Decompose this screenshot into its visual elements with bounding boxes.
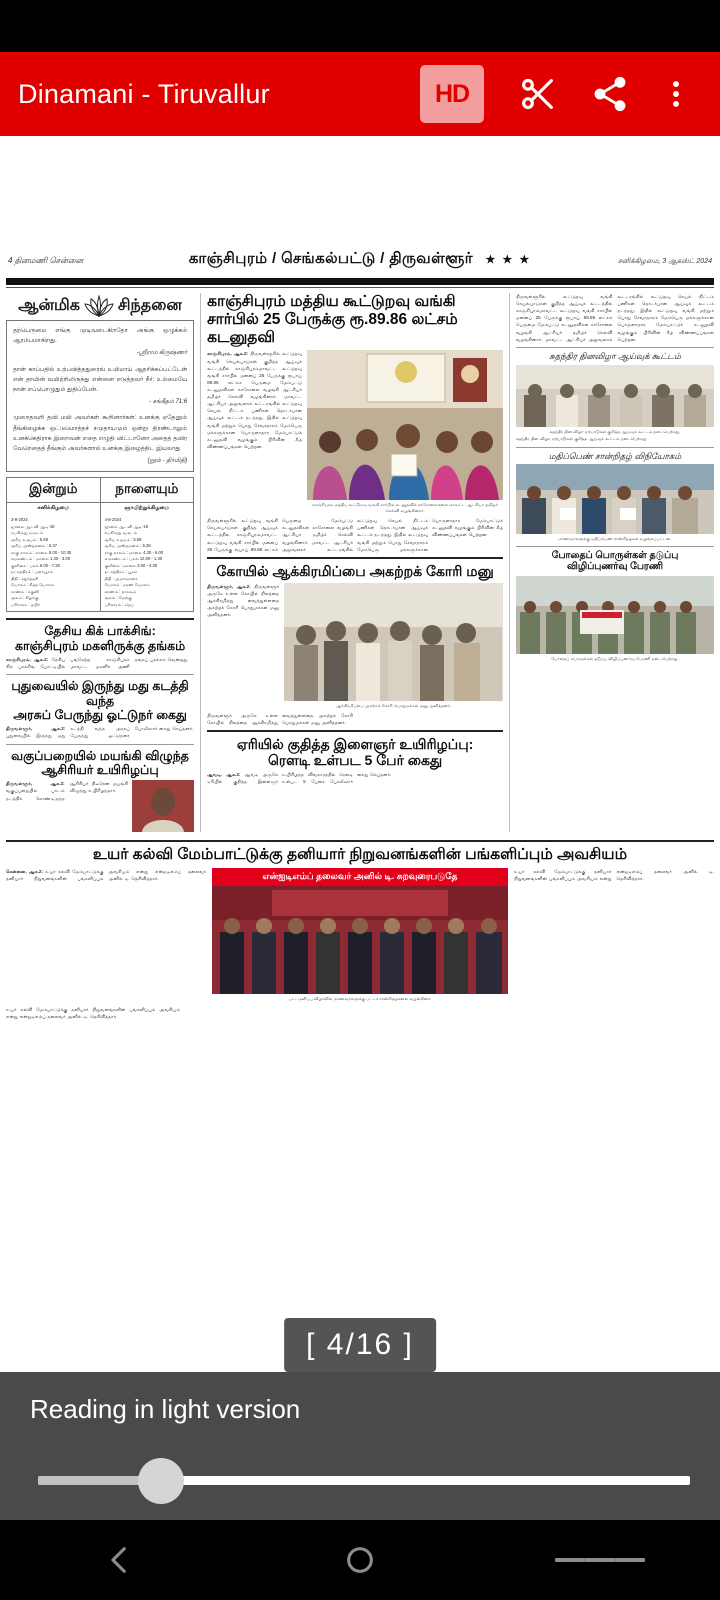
story-coop-bank-photo: [307, 350, 503, 500]
almanac-line: நட்சத்திரம் : புனர்பூசம்: [11, 569, 54, 575]
nav-recents-button[interactable]: [480, 1553, 720, 1567]
story-coop-bank-continued: [207, 517, 503, 553]
divider: [516, 447, 714, 448]
divider: [516, 546, 714, 547]
story-teacher-dateline: திருவள்ளூர், ஆக.2:: [6, 781, 65, 787]
divider: [516, 347, 714, 348]
almanac-line: ஜுலை ஆடவி ஆடி-18: [11, 523, 55, 529]
story-higher-education-continued: [6, 1006, 714, 1020]
story-higher-education-body-right: [514, 868, 714, 1002]
story-kick-boxing-body: [6, 656, 194, 670]
almanac-line: சூலம் : கிழக்கு: [11, 595, 39, 601]
story-liquor-headline-line1: புதுவையில் இருந்து மது கடத்தி வந்த: [11, 679, 189, 708]
spiritual-quote-box: [6, 320, 194, 472]
hd-label: HD: [434, 79, 470, 108]
column-divider: [509, 293, 510, 832]
almanac-line: ராகு காலம் : காலை 9.00 - 10.30: [11, 549, 72, 555]
story-coop-bank-continued-text: திருவள்ளூரில் கூட்டுறவு வங்கி செயல்பாடுகள் குறித்த ஆய்வுக் கூட்டத்தில் காஞ்சிபுரம்மாவட்ட கூட்டுறவு வங்கி சார்பில் மனைப் 25 பேருக்கு ரூபாய் 89.86 லட்சம் பெருமை மேம்பட்டு கடனுதவிகள் காசோலை வழங்கி ஆட்சியர் தமிழ்ச் செல்வி வழங்கினார். மாவட்ட ஆட்சியர் அலுவலகக் கூட்டரங்கில் கூட்டுறவு செயல் நிட்டம் பணிகள் தொடர்பான ஆய்வுக் கூட்டம் நடந்தது. இதில் கூட்டுறவு வங்கி மற்றும் பொது சேவாதாரம் மேம்பெரு மக்களுக்கான பொருளாதார மேம்பாட்டுக் கடனுதவி வழங்கும் பிரிவின் கீழ் விண்ணப்பங்கள் பெற்றன.: [207, 518, 504, 552]
column-right: [516, 293, 714, 832]
almanac-panel: [6, 477, 194, 612]
story-teacher-body: [6, 780, 128, 832]
nav-home-button[interactable]: [240, 1543, 480, 1577]
app-title: Dinamani - Tiruvallur: [18, 78, 270, 109]
story-teacher-headline-line2: ஆசிரியர் உயிரிழப்பு: [41, 762, 159, 777]
story-temple-photo: [284, 583, 503, 701]
story-lake-dateline: ஆவடி, ஆக.2:: [207, 772, 241, 778]
page-indicator: [ 4/16 ]: [284, 1318, 436, 1372]
almanac-line: சுபகிருது வருடம்: [11, 530, 44, 536]
spiritual-quote-2-attribution: - சங்கீதம் 71:6: [148, 399, 188, 406]
divider: [207, 557, 503, 559]
story-lake-headline-line2: ரௌடி உள்பட 5 பேர் கைது: [267, 752, 443, 769]
story-lake-headline: [207, 736, 503, 768]
page-slider[interactable]: [38, 1460, 690, 1500]
story-higher-education-caption: பட்டமளிப்பு விழாவில் மாணவர்களுக்கு பட்டச் சான்றிதழ்களை வழங்கினர்.: [288, 996, 432, 1002]
almanac-line: திதி : சதுர்த்தசி: [11, 575, 39, 581]
story-temple-caption: ஆக்கிரமிப்பை அகற்றக் கோரி பொதுமக்கள் மனு அளித்தனர்.: [335, 702, 452, 708]
story-independence-caption: சுதந்திர தின விழா ஏற்பாடுகள் குறித்த ஆய்வுக் கூட்டம் நடைபெற்றது.: [549, 428, 681, 434]
story-drug-rally-headline-line1: போதைப் பொருள்கள் தடுப்பு: [551, 550, 679, 562]
status-bar: [0, 0, 720, 52]
almanac-line: சூரிய அஸ்தமனம் : 6.36: [104, 543, 151, 549]
story-marksheet-photo: [516, 464, 714, 534]
story-teacher-photo: [132, 780, 194, 832]
almanac-body: [7, 514, 193, 611]
almanac-line: யோகம் : மரண யோகம்: [104, 582, 150, 588]
column-left: [6, 293, 194, 832]
almanac-headers: [7, 478, 193, 502]
share-button[interactable]: [582, 65, 638, 123]
spiritual-section-header: [6, 295, 194, 317]
almanac-line: குளிகை : மாலை 3.00 - 4.30: [104, 562, 158, 568]
story-kick-boxing-headline-line1: தேசிய கிக் பாக்சிங்:: [44, 624, 156, 639]
masthead-left-label: 4 தினமணி சென்னை: [8, 256, 84, 265]
spiritual-quote-3-text: முறைதவறி தவி மயி அவர்கள் கூறினார்கள்: உனக்கு ஏதேனும் தீங்கிழைக்க ஒட்டுமொத்தச் சமுதாயமும் ஒன்று திரண்டாலும் உனக்கெதிராக இறைவன் எதை எழுதி விட்டானோ அதைத் தவிர வேறெதைத் தீங்கும் அவர்களால் உனக்கு இழைத்திட இயலாது: [13, 415, 188, 452]
almanac-line: திதி : அமாவாசை: [104, 575, 138, 581]
story-drug-rally-caption: போதைப் பொருள்கள் தடுப்பு விழிப்புணர்வு பேரணி நடைபெற்றது.: [551, 656, 679, 662]
lotus-icon: [84, 295, 114, 317]
masthead-stars: ★ ★ ★: [485, 254, 532, 266]
divider: [6, 840, 714, 842]
story-higher-education-text: உயர் கல்வி மேம்பாட்டுக்கு தனியார் நிறுவனங்களின் பங்களிப்பும் அவசியம் என்று என்ஐடிஎம்ப் தலைவர் அனில் டி. தெரிவித்தார்.: [6, 869, 206, 882]
almanac-line: எமகண்டம் : மாலை 1.30 - 3.00: [11, 556, 71, 562]
story-liquor-headline-line2: அரசுப் பேருந்து ஓட்டுநர் கைது: [13, 707, 187, 722]
spiritual-quote-3: [13, 413, 187, 466]
story-coop-bank-sidebar: [516, 293, 714, 343]
divider: [6, 744, 194, 745]
masthead-rule: [6, 278, 714, 285]
story-coop-bank-dateline: காஞ்சிபுரம், ஆக.2:: [207, 351, 249, 357]
spiritual-quote-1-text: தற்பெருமை எங்கு முடிவடைகிறதோ அங்கு ஒழுக்கம் ஆரம்பமாகிறது.: [13, 328, 188, 345]
story-temple-body: [207, 583, 279, 709]
spiritual-title-right: சிந்தனை: [117, 297, 182, 314]
almanac-line: எமகண்டம் : பகல் 12.00 - 1.30: [104, 556, 163, 562]
masthead-edition-text: காஞ்சிபுரம் / செங்கல்பட்டு / திருவள்ளூர்: [188, 250, 473, 267]
story-coop-bank-sidebar-text: திருவள்ளூரில் கூட்டுறவு வங்கி செயல்பாடுகள் குறித்த ஆய்வுக் கூட்டத்தில் காஞ்சிபுரம்மாவட்ட கூட்டுறவு வங்கி சார்பில் மனைப் 25 பேருக்கு ரூபாய் 89.86 லட்சம் பெருமை மேம்பட்டு கடனுதவிகள் காசோலை வழங்கி ஆட்சியர் தமிழ்ச் செல்வி வழங்கினார். மாவட்ட ஆட்சியர் அலுவலகக் கூட்டரங்கில் கூட்டுறவு செயல் நிட்டம் பணிகள் தொடர்பான ஆய்வுக் கூட்டம் நடந்தது. இதில் கூட்டுறவு வங்கி மற்றும் பொது சேவாதாரம் மேம்பெரு மக்களுக்கான பொருளாதார மேம்பாட்டுக் கடனுதவி வழங்கும் பிரிவின் கீழ் விண்ணப்பங்கள் பெற்றன.: [516, 294, 714, 342]
story-temple-text: திருவள்ளூர் அருகே உள்ள கோயில் நிலத்தை ஆக்கிரமித்து வைத்துள்ளதை அகற்றக் கோரி பொதுமக்கள் மனு அளித்தனர்.: [207, 583, 280, 618]
back-icon: [103, 1543, 137, 1577]
app-bar: [0, 52, 720, 136]
story-marksheet-headline: மதிப்பெண் சான்றிதழ் விநியோகம்: [548, 450, 682, 461]
story-temple-continued-text: திருவள்ளூர் அருகே உள்ள கோயில் நிலத்தை ஆக்கிரமித்து வைத்துள்ளதை அகற்றக் கோரி பொதுமக்கள் மனு அளித்தனர்.: [207, 712, 354, 725]
masthead-edition-title: [158, 250, 562, 269]
story-liquor-dateline: திருவள்ளூர், ஆக.2:: [6, 726, 66, 732]
reader-controls-panel: [0, 1372, 720, 1520]
story-independence-headline: சுதந்திர தினவிழா ஆய்வுக் கூட்டம்: [549, 350, 681, 361]
story-drug-rally-headline-line2: விழிப்புணர்வு பேரணி: [567, 561, 663, 573]
almanac-today-weekday: சனிக்கிழமை: [7, 503, 101, 514]
spiritual-quote-2-text: தான் காப்பதில் உற்பவித்ததுரைவ் உயிமாய் ஆதரிக்கப்பட்டேன் என் தாயின் வயிற்றிலிருந்து என்னை எடுத்தவர் நீர்; உம்மையே நான் எப்பொழுதும் துதிப்பேன்.: [13, 366, 188, 393]
almanac-line: ஜுலை ஆடவி ஆடி-19: [104, 523, 149, 529]
story-teacher-headline: [6, 749, 194, 778]
story-coop-bank-headline: காஞ்சிபுரம் மத்திய கூட்டுறவு வங்கி சார்பில் 25 பேருக்கு ரூ.89.86 லட்சம் கடனுதவி: [207, 293, 458, 346]
almanac-tomorrow-title: நாளையும்: [115, 481, 179, 497]
divider: [6, 674, 194, 675]
story-higher-education-body-left: [6, 868, 206, 1002]
hd-toggle-button[interactable]: [420, 65, 484, 123]
story-independence-text: சுதந்திர தின விழா ஏற்பாடுகள் குறித்த ஆய்வுக் கூட்டம் நடைபெற்றது.: [516, 436, 648, 442]
story-temple-continued: [207, 712, 503, 726]
almanac-line: சூரிய உதயம் : 5.59: [11, 536, 48, 542]
home-icon: [343, 1543, 377, 1577]
story-independence-body: [516, 436, 714, 442]
story-coop-bank-text: திருவள்ளூரில் கூட்டுறவு வங்கி செயல்பாடுகள் குறித்த ஆய்வுக் கூட்டத்தில் காஞ்சிபுரம்மாவட்ட கூட்டுறவு வங்கி சார்பில் மனைப் 25 பேருக்கு ரூபாய் 89.86 லட்சம் பெருமை மேம்பட்டு கடனுதவிகள் காசோலை வழங்கி ஆட்சியர் தமிழ்ச் செல்வி வழங்கினார். மாவட்ட ஆட்சியர் அலுவலகக் கூட்டரங்கில் கூட்டுறவு செயல் நிட்டம் பணிகள் தொடர்பான ஆய்வுக் கூட்டம் நடந்தது. இதில் கூட்டுறவு வங்கி மற்றும் பொது சேவாதாரம் மேம்பெரு மக்களுக்கான பொருளாதார மேம்பாட்டுக் கடனுதவி வழங்கும் பிரிவின் கீழ் விண்ணப்பங்கள் பெற்றன.: [207, 351, 303, 449]
column-divider: [200, 293, 201, 832]
story-lake-headline-line1: ஏரியில் குதித்த இளைஞர் உயிரிழப்பு:: [236, 735, 474, 752]
recents-icon-line: [555, 1558, 585, 1562]
story-drug-rally-photo: [516, 576, 714, 654]
almanac-line: சூரிய அஸ்தமனம் : 6.37: [11, 543, 58, 549]
almanac-line: 4-8-2024: [104, 517, 122, 523]
crop-button[interactable]: [510, 65, 566, 123]
story-temple-headline: கோயில் ஆக்கிரமிப்பை அகற்றக் கோரி மனு: [216, 562, 494, 579]
almanac-today-title: இன்றும்: [7, 478, 101, 502]
recents-icon-line: [615, 1558, 645, 1562]
almanac-line: சுபகிருது வருடம்: [104, 530, 138, 536]
almanac-line: யோகம் : சித்த யோகம்: [11, 582, 54, 588]
recents-icon-line: [585, 1558, 615, 1562]
story-liquor-text: புதுவையில் இருந்து மது கடத்தி வந்த அரசுப் பேருந்து ஓட்டுநரை போலீஸார் கைது செய்தனர்.: [6, 726, 194, 739]
overflow-menu-button[interactable]: [654, 65, 698, 123]
almanac-line: நட்சத்திரம் : பூசம்: [104, 569, 138, 575]
story-lake-body: [207, 771, 503, 785]
story-kick-boxing-dateline: காஞ்சிபுரம், ஆக.2:: [6, 657, 49, 662]
spiritual-quote-3-attribution: (நூல் - திர்மிதி): [147, 458, 188, 465]
newspaper-viewer[interactable]: [0, 136, 720, 1372]
story-drug-rally-headline: [516, 551, 714, 573]
almanac-subheaders: [7, 502, 193, 514]
spiritual-title-left: ஆன்மிக: [18, 297, 80, 314]
almanac-line: ராகு காலம் : மாலை 4.30 - 6.00: [104, 549, 164, 555]
page-columns: [0, 288, 720, 832]
story-liquor-body: [6, 725, 194, 739]
story-marksheet-caption: மாணவர்களுக்கு மதிப்பெண் சான்றிதழ்கள் வழங்கப்பட்டன.: [558, 536, 672, 542]
almanac-line: கரணம் : நாகவம்: [104, 588, 137, 594]
almanac-tomorrow-lines: [101, 514, 194, 611]
column-middle: [207, 293, 503, 832]
overflow-menu-icon: [659, 74, 693, 114]
share-icon: [590, 74, 630, 114]
story-lake-text: ஆவடி அருகே ஏரியில் குதித்த இளைஞர் உயிரிழந்த விவகாரத்தில் ரௌடி உள்பட 5 பேரை போலீஸார் கைது செய்தனர்.: [207, 772, 392, 785]
divider: [6, 618, 194, 620]
newspaper-masthead: [0, 250, 720, 276]
masthead-date: சனிக்கிழமை, 3 ஆகஸ்ட் 2024: [617, 258, 712, 265]
story-coop-bank-caption: காஞ்சிபுரம் மத்திய கூட்டுறவு வங்கி சார்பில் கடனுதவிக் காசோலைகளை மாவட்ட ஆட்சியர் தமிழ்ச் செல்வி வழங்கினார்.: [312, 502, 498, 514]
reading-mode-label: Reading in light version: [30, 1394, 301, 1424]
almanac-line: 3-8-2024: [11, 517, 28, 523]
crop-icon: [518, 74, 558, 114]
almanac-line: பரிகாரம் : நெய்: [104, 601, 135, 607]
story-kick-boxing-headline: [6, 624, 194, 653]
story-kick-boxing-text: தேசிய கிக் பாக்சிங் போட்டியில் பங்கேற்ற காஞ்சிபுரம் மாவட்ட மகளிர் அணி தங்கப் பதக்கம் வென்றது.: [6, 657, 189, 670]
spiritual-quote-1-attribution: -ஸ்ரீராம கிருஷ்ணர்: [136, 350, 188, 357]
almanac-line: சூலம் : மேற்கு: [104, 595, 132, 601]
story-higher-education-headline: உயர் கல்வி மேம்பாட்டுக்கு தனியார் நிறுவனங்களின் பங்களிப்பும் அவசியம்: [92, 846, 628, 864]
divider: [207, 730, 503, 732]
spiritual-quote-2: [13, 365, 187, 408]
story-coop-bank-body: [207, 350, 302, 450]
almanac-tomorrow-weekday: ஞாயிற்றுக்கிழமை: [124, 505, 170, 512]
newspaper-page[interactable]: [0, 250, 720, 1290]
story-higher-education-photo: [212, 886, 508, 994]
story-kick-boxing-headline-line2: காஞ்சிபுரம் மகளிருக்கு தங்கம்: [14, 638, 186, 653]
story-teacher-text: வகுப்பறையில் பாடம் நடத்திக் கொண்டிருந்த ஆசிரியர் திடீரென மயங்கி விழுந்து உயிரிழந்தார்.: [6, 781, 129, 801]
almanac-line: பரிகாரம் : தயிர்: [11, 601, 41, 607]
story-higher-education-banner: என்ஐடிஎம்ப் தலைவர் அனில் டி. சுறவுரைபடுதே: [212, 868, 508, 886]
almanac-line: கரணம் : சகுனி: [11, 588, 40, 594]
story-teacher-headline-line1: வகுப்பறையில் மயங்கி விழுந்த: [11, 748, 189, 763]
story-higher-education-continued-text: உயர் கல்வி மேம்பாட்டுக்கு தனியார் நிறுவனங்களின் பங்களிப்பும் அவசியம் என்று என்ஐடிஎம்ப் தலைவர் அனில் டி. தெரிவித்தார்.: [6, 1007, 180, 1020]
story-independence-photo: [516, 365, 714, 427]
nav-back-button[interactable]: [0, 1543, 240, 1577]
almanac-today-lines: [7, 514, 101, 611]
story-higher-education-dateline: சென்னை, ஆக.2:: [6, 869, 44, 875]
almanac-line: சூரிய உதயம் : 5.59: [104, 536, 142, 542]
page-slider-thumb[interactable]: [138, 1458, 184, 1504]
story-higher-education-text-right: உயர் கல்வி மேம்பாட்டுக்கு தனியார் நிறுவனங்களின் பங்களிப்பும் அவசியம் என்று என்ஐடிஎம்ப் தலைவர் அனில் டி. தெரிவித்தார்.: [514, 869, 714, 882]
spiritual-quote-1: [13, 326, 187, 359]
story-liquor-headline: [6, 679, 194, 722]
story-temple-dateline: திருவள்ளூர், ஆக.2:: [207, 583, 251, 589]
almanac-line: குளிகை : பகல் 6.00 - 7.30: [11, 562, 60, 568]
android-navigation-bar: [0, 1520, 720, 1600]
